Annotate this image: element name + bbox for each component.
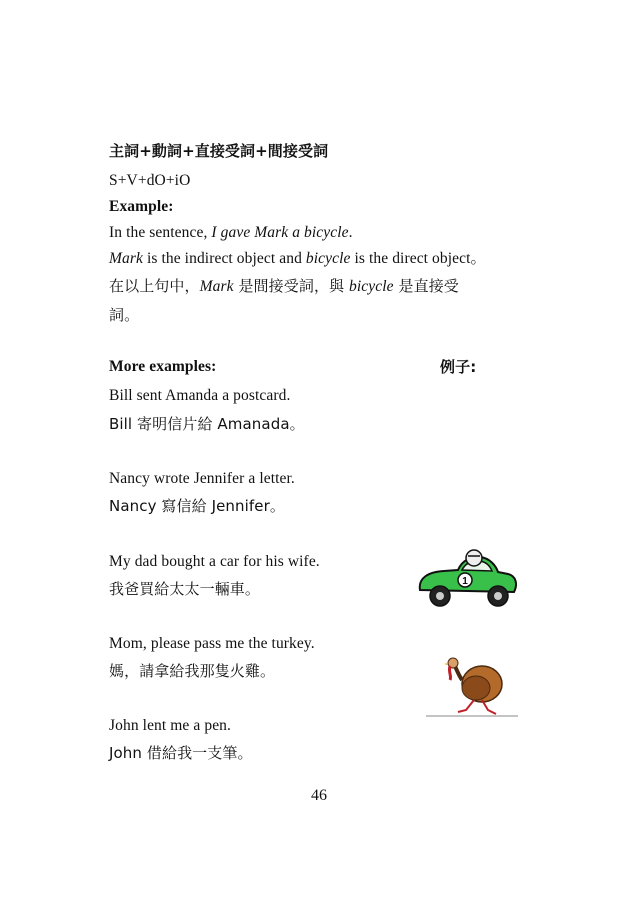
sentence-example: I gave Mark a bicycle <box>211 224 349 241</box>
example-5-en: John lent me a pen. <box>109 717 231 734</box>
race-car-icon <box>414 544 520 610</box>
explanation-zh-cont: 詞。 <box>109 306 140 324</box>
example-label: Example: <box>109 198 174 215</box>
formula: S+V+dO+iO <box>109 172 191 189</box>
example-2-en: Nancy wrote Jennifer a letter. <box>109 470 295 487</box>
explanation-zh-part3: 是直接受 <box>393 277 459 295</box>
page-number: 46 <box>311 787 327 804</box>
explanation-zh-part1: 在以上句中， <box>109 277 200 295</box>
explanation-zh-mark: Mark <box>199 278 234 295</box>
more-examples-label: More examples: <box>109 358 217 375</box>
example-2-zh: Nancy 寫信給 Jennifer。 <box>109 497 285 515</box>
turkey-icon <box>426 654 518 720</box>
explanation-zh-part2: 是間接受詞，與 <box>233 277 350 295</box>
sentence-line <box>109 223 353 243</box>
example-3-en: My dad bought a car for his wife. <box>109 553 320 570</box>
example-1-zh: Bill 寄明信片給 Amanada。 <box>109 415 305 433</box>
example-3-zh: 我爸買給太太一輛車。 <box>109 580 261 598</box>
example-1-en: Bill sent Amanda a postcard. <box>109 387 291 404</box>
explanation-zh <box>109 276 459 297</box>
car-number: 1 <box>462 576 468 587</box>
explanation-en-part1: is the indirect object and <box>142 250 306 267</box>
explanation-en <box>109 249 486 269</box>
heading: 主詞+動詞+直接受詞+間接受詞 <box>109 142 329 160</box>
explanation-en-mark: Mark <box>109 250 143 267</box>
sentence-prefix: In the sentence, <box>109 224 212 241</box>
example-4-zh: 媽，請拿給我那隻火雞。 <box>109 662 276 680</box>
more-examples-label-zh: 例子: <box>440 358 477 376</box>
explanation-zh-bicycle: bicycle <box>349 278 394 295</box>
example-5-zh: John 借給我一支筆。 <box>109 744 253 762</box>
sentence-suffix: . <box>348 224 353 241</box>
explanation-en-bicycle: bicycle <box>305 250 351 267</box>
explanation-en-part2: is the direct object。 <box>350 250 487 267</box>
example-4-en: Mom, please pass me the turkey. <box>109 635 315 652</box>
